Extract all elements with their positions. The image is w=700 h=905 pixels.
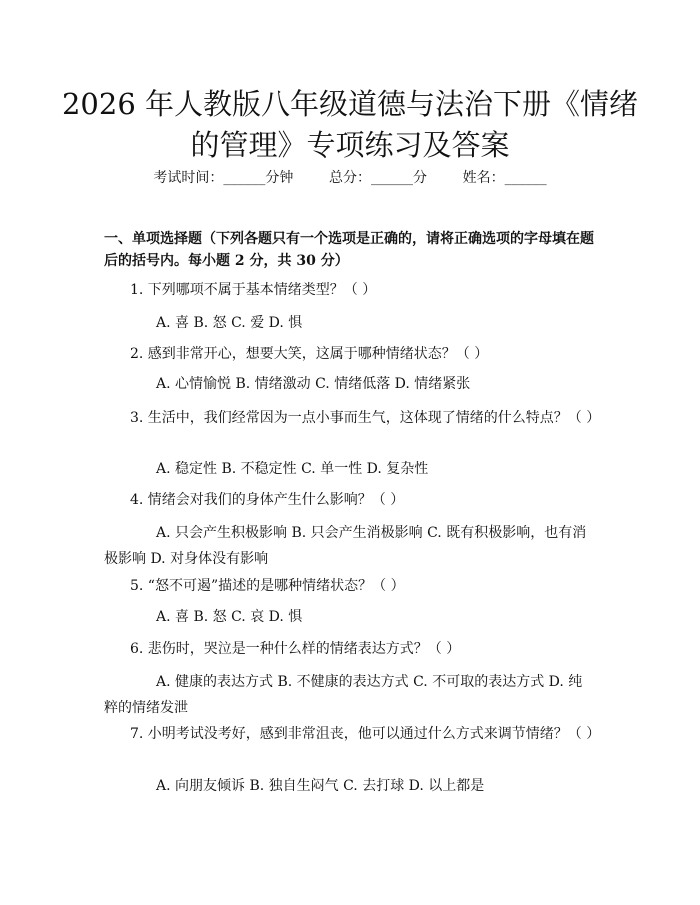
question-3-options: A. 稳定性 B. 不稳定性 C. 单一性 D. 复杂性 bbox=[156, 461, 429, 477]
question-3: 3. 生活中，我们经常因为一点小事而生气，这体现了情绪的什么特点？（ ） bbox=[130, 410, 601, 426]
document-title-line-2: 的管理》专项练习及答案 bbox=[190, 128, 510, 162]
question-2: 2. 感到非常开心，想要大笑，这属于哪种情绪状态？（ ） bbox=[130, 346, 489, 362]
exam-meta bbox=[0, 168, 700, 188]
document-title-line-1: 2026 年人教版八年级道德与法治下册《情绪 bbox=[61, 87, 639, 121]
question-5-options: A. 喜 B. 怒 C. 哀 D. 惧 bbox=[156, 609, 303, 625]
total-score-field: 总分：______分 bbox=[329, 170, 427, 186]
question-2-options: A. 心情愉悦 B. 情绪激动 C. 情绪低落 D. 情绪紧张 bbox=[156, 376, 471, 392]
question-7: 7. 小明考试没考好，感到非常沮丧，他可以通过什么方式来调节情绪？（ ） bbox=[130, 726, 601, 742]
question-4: 4. 情绪会对我们的身体产生什么影响？（ ） bbox=[130, 492, 405, 508]
section-heading: 一、单项选择题（下列各题只有一个选项是正确的，请将正确选项的字母填在题后的括号内。每小题 2 分，共 30 分） bbox=[104, 231, 594, 269]
question-6-options: A. 健康的表达方式 B. 不健康的表达方式 C. 不可取的表达方式 D. 纯粹的情绪发泄 bbox=[104, 674, 583, 716]
question-4-options: A. 只会产生积极影响 B. 只会产生消极影响 C. 既有积极影响，也有消极影响 D. 对身体没有影响 bbox=[104, 525, 587, 567]
question-6: 6. 悲伤时，哭泣是一种什么样的情绪表达方式？（ ） bbox=[130, 641, 461, 657]
name-field: 姓名：______ bbox=[462, 170, 547, 186]
question-7-options: A. 向朋友倾诉 B. 独自生闷气 C. 去打球 D. 以上都是 bbox=[156, 778, 485, 794]
question-5: 5. “怒不可遏”描述的是哪种情绪状态？（ ） bbox=[130, 578, 405, 594]
exam-time-field: 考试时间：______分钟 bbox=[153, 170, 294, 186]
question-1-options: A. 喜 B. 怒 C. 爱 D. 惧 bbox=[156, 315, 303, 331]
question-1: 1. 下列哪项不属于基本情绪类型？（ ） bbox=[130, 282, 377, 298]
